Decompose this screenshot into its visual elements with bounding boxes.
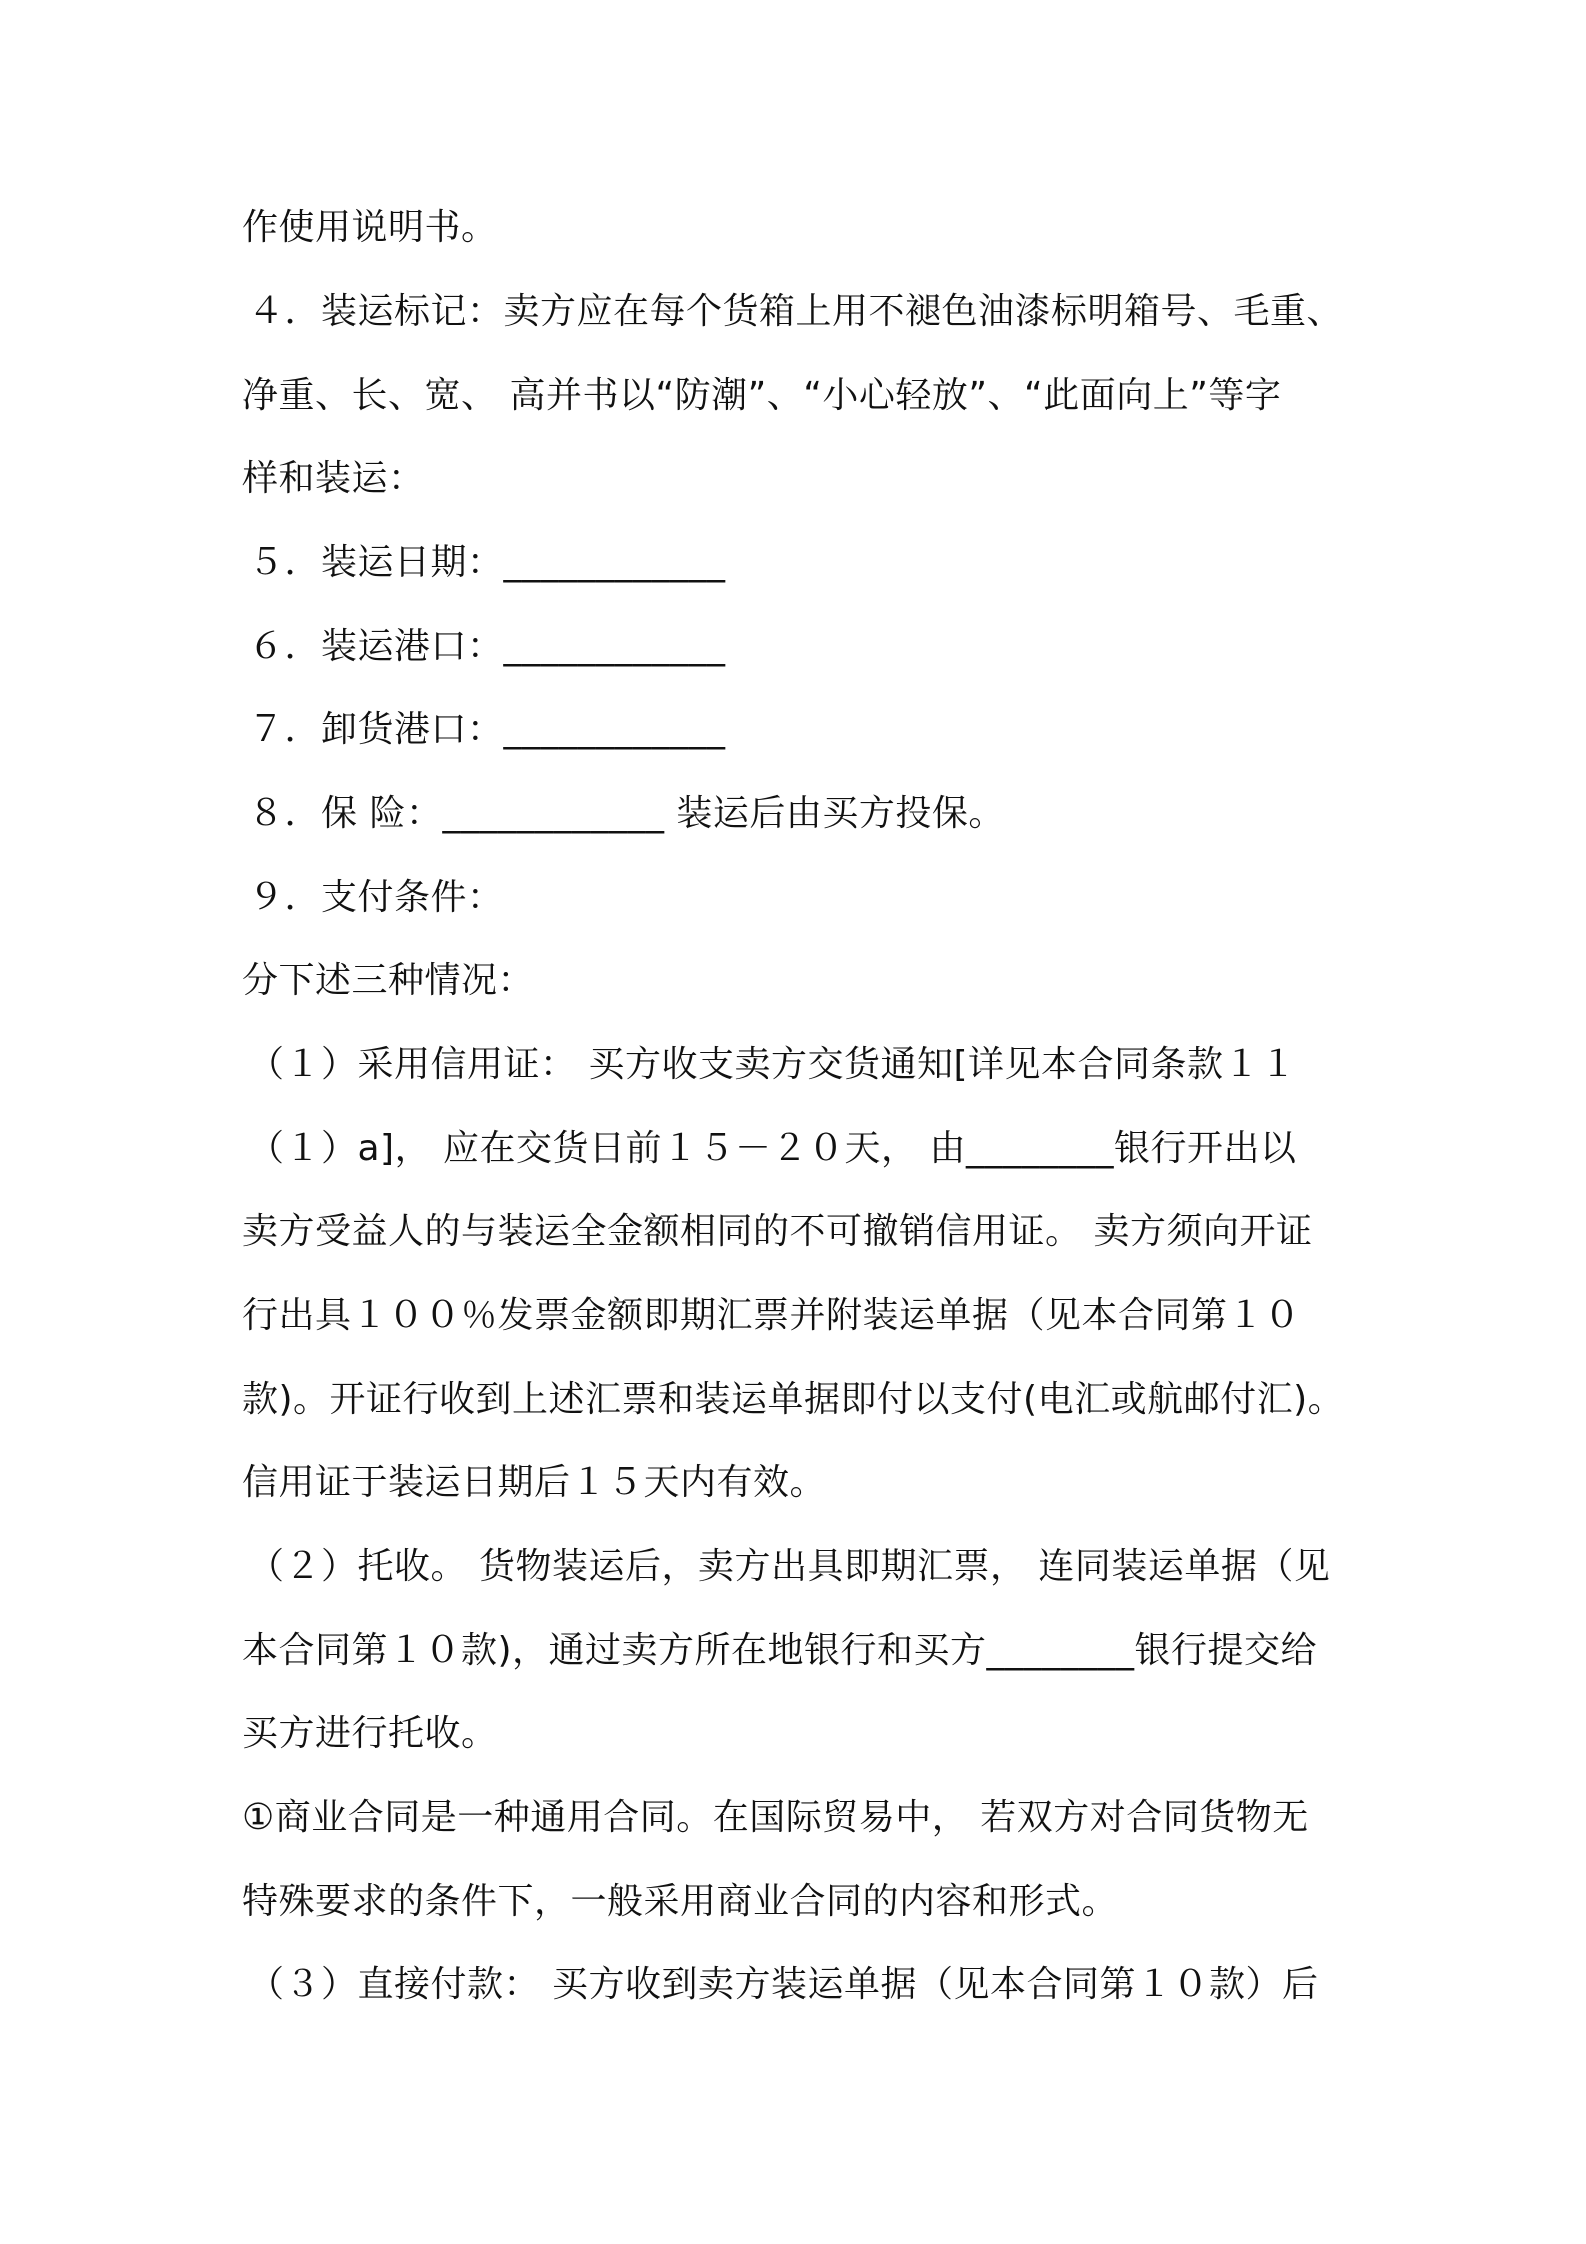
text-line: 样和装运： — [242, 458, 425, 499]
text-line: （１）采用信用证： 买方收支卖方交货通知[详见本合同条款１１ — [248, 1044, 1297, 1085]
text-line: 款)。开证行收到上述汇票和装运单据即付以支付(电汇或航邮付汇)。 — [242, 1379, 1345, 1420]
text-line: 信用证于装运日期后１５天内有效。 — [242, 1462, 827, 1503]
text-line: ７．卸货港口：____________ — [248, 709, 726, 750]
text-line: ①商业合同是一种通用合同。在国际贸易中， 若双方对合同货物无 — [242, 1797, 1309, 1838]
text-line: ６．装运港口：____________ — [248, 626, 726, 667]
text-line: 净重、长、宽、 高并书以“防潮”、“小心轻放”、“此面向上”等字 — [242, 375, 1282, 416]
text-line: ４．装运标记：卖方应在每个货箱上用不褪色油漆标明箱号、毛重、 — [248, 291, 1344, 332]
text-line: 行出具１００％发票金额即期汇票并附装运单据（见本合同第１０ — [242, 1295, 1301, 1336]
text-line: ９．支付条件： — [248, 877, 504, 918]
text-line: 买方进行托收。 — [242, 1713, 498, 1754]
text-line: 本合同第１０款)，通过卖方所在地银行和买方________银行提交给 — [242, 1630, 1318, 1671]
text-line: 卖方受益人的与装运全金额相同的不可撤销信用证。 卖方须向开证 — [242, 1211, 1313, 1252]
text-line: （３）直接付款： 买方收到卖方装运单据（见本合同第１０款）后 — [248, 1964, 1319, 2005]
text-line: 分下述三种情况： — [242, 960, 535, 1001]
text-line: ８．保 险：____________ 装运后由买方投保。 — [248, 793, 1005, 834]
text-line: 作使用说明书。 — [242, 207, 498, 248]
text-line: （１）a]， 应在交货日前１５－２０天， 由________银行开出以 — [248, 1128, 1297, 1169]
text-line: （２）托收。 货物装运后，卖方出具即期汇票， 连同装运单据（见 — [248, 1546, 1331, 1587]
text-line: ５．装运日期：____________ — [248, 542, 726, 583]
text-line: 特殊要求的条件下，一般采用商业合同的内容和形式。 — [242, 1881, 1119, 1922]
